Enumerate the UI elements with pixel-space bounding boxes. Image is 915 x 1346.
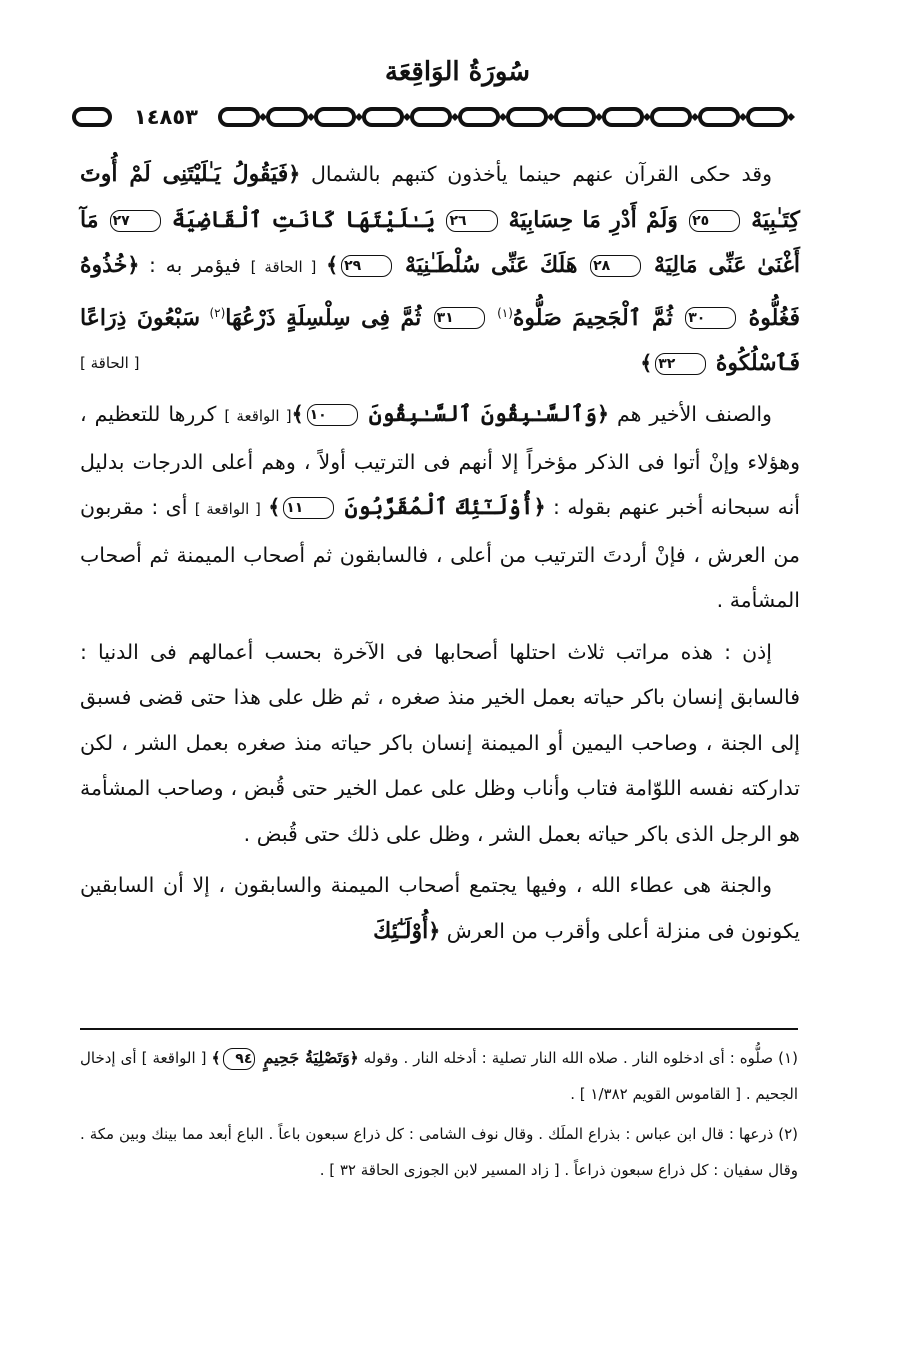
quran-close-bracket: ﴾ bbox=[291, 402, 304, 427]
quran-open-bracket: ﴿ bbox=[428, 918, 441, 943]
quran-verse: أُوْلَـٰٓئِكَ bbox=[373, 917, 429, 944]
text-span: والجنة هى عطاء الله ، وفيها يجتمع أصحاب الميمنة والسابقون ، إلا أن السابقين يكونون فى منزلة أعلى وأقرب من العرش bbox=[80, 873, 800, 943]
chain-diamond bbox=[307, 113, 315, 121]
chain-link bbox=[364, 109, 402, 125]
surah-title: سُورَةُ الوَاقِعَة bbox=[384, 57, 531, 87]
footnotes bbox=[80, 1040, 798, 1192]
quran-open-bracket: ﴿ bbox=[127, 253, 140, 277]
chain-diamond bbox=[499, 113, 507, 121]
quran-open-bracket: ﴿ bbox=[288, 162, 301, 186]
paragraph-1 bbox=[80, 152, 800, 386]
quran-verse: وَتَصْلِيَةُ جَحِيمٍ bbox=[263, 1048, 350, 1067]
chain-diamond bbox=[595, 113, 603, 121]
footnote-marker: (٢) bbox=[209, 305, 226, 320]
ayah-number: ٢٧ bbox=[110, 210, 161, 232]
surah-reference: [ الحاقة ] bbox=[250, 258, 317, 276]
ayah-number: ٢٥ bbox=[689, 210, 740, 232]
ayah-number: ٢٩ bbox=[341, 255, 392, 277]
footnote-text: [ الواقعة ] أى إدخال الجحيم . [ القاموس القويم ١/٣٨٢ ] . bbox=[80, 1049, 798, 1103]
page-number: ١٤٨٥٣ bbox=[130, 102, 202, 132]
paragraph-2 bbox=[80, 392, 800, 624]
ayah-number: ٢٦ bbox=[446, 210, 497, 232]
chain-diamond bbox=[259, 113, 267, 121]
ayah-number: ٣٢ bbox=[655, 353, 706, 375]
footnote-2: (٢) ذرعها : قال ابن عباس : بذراع الملَك . وقال نوف الشامى : كل ذراع سبعون باعاً . الباع أبعد مما بينك وبين مكة . وقال سفيان : كل ذراع سبعون ذراعاً . [ زاد المسير لابن الجوزى الحاقة ٣٢ ] . bbox=[80, 1125, 798, 1179]
chain-diamond bbox=[403, 113, 411, 121]
ayah-number: ٣١ bbox=[434, 307, 485, 329]
quran-close-bracket: ﴾ bbox=[211, 1049, 221, 1067]
chain-diamond bbox=[691, 113, 699, 121]
ayah-number: ٢٨ bbox=[590, 255, 641, 277]
quran-verse: خُذُوهُ فَغُلُّوهُ bbox=[80, 252, 800, 331]
quran-verse: ثُمَّ فِى سِلْسِلَةٍ ذَرْعُهَا bbox=[225, 304, 422, 331]
chain-diamond bbox=[739, 113, 747, 121]
surah-reference: [ الواقعة ] bbox=[224, 407, 292, 426]
chain-link bbox=[508, 109, 546, 125]
ayah-number: ١١ bbox=[283, 497, 334, 519]
footnote-1 bbox=[80, 1040, 798, 1112]
footnote-divider bbox=[80, 1028, 798, 1030]
chain-link bbox=[412, 109, 450, 125]
chain-link bbox=[268, 109, 306, 125]
chain-diamond bbox=[547, 113, 555, 121]
quran-verse: ثُمَّ ٱلْجَحِيمَ صَلُّوهُ bbox=[512, 304, 673, 331]
quran-verse: هَلَكَ عَنِّى سُلْطَـٰنِيَهْ bbox=[404, 252, 578, 278]
text-span: أى : مقربون من العرش ، فإنْ أردتَ الترتيب من أعلى ، فالسابقون ثم أصحاب الميمنة ثم أصحاب المشأمة . bbox=[80, 495, 800, 613]
ayah-number: ٣٠ bbox=[685, 307, 736, 329]
surah-reference: [ الحاقة ] bbox=[80, 353, 140, 372]
chain-diamond bbox=[643, 113, 651, 121]
quran-open-bracket: ﴿ bbox=[533, 495, 546, 520]
quran-verse: يَـٰلَيْتَهَا كَانَتِ ٱلْقَاضِيَةَ bbox=[171, 206, 436, 233]
quran-verse: مَآ أَغْنَىٰ عَنِّى مَالِيَهْ bbox=[80, 206, 800, 278]
footnote-text: (١) صلُّوه : أى ادخلوه النار . صلاه الله النار تصلية : أدخله النار . وقوله bbox=[363, 1049, 798, 1067]
ayah-number: ٩٤ bbox=[223, 1048, 255, 1070]
quran-open-bracket: ﴿ bbox=[349, 1049, 359, 1067]
chain-diamond bbox=[355, 113, 363, 121]
quran-verse: وَلَمْ أَدْرِ مَا حِسَابِيَهْ bbox=[508, 206, 678, 233]
chain-link bbox=[748, 109, 786, 125]
quran-close-bracket: ﴾ bbox=[326, 253, 339, 277]
quran-close-bracket: ﴾ bbox=[268, 495, 281, 520]
chain-link bbox=[220, 109, 258, 125]
main-text bbox=[80, 152, 800, 960]
quran-verse: فَيَقُولُ يَـٰلَيْتَنِى لَمْ أُوتَ كِتَـٰبِيَهْ bbox=[80, 161, 800, 233]
header-ornament-band bbox=[70, 100, 830, 134]
quran-verse: أُوْلَـٰٓئِكَ ٱلْمُقَرَّبُونَ bbox=[344, 494, 534, 521]
chain-link bbox=[652, 109, 690, 125]
footnote-marker: (١) bbox=[497, 305, 513, 320]
text-span: كررها للتعظيم ، وهؤلاء وإنْ أتوا فى الذكر مؤخراً إلا أنهم فى الترتيب أولاً ، وهم أعلى الدرجات بدليل أنه سبحانه أخبر عنهم بقوله : bbox=[80, 402, 800, 520]
chain-link bbox=[604, 109, 642, 125]
surah-reference: [ الواقعة ] bbox=[194, 500, 261, 519]
chain-link bbox=[74, 109, 110, 125]
text-span: وقد حكى القرآن عنهم حينما يأخذون كتبهم بالشمال bbox=[311, 162, 772, 186]
text-span: والصنف الأخير هم bbox=[616, 402, 772, 427]
quran-close-bracket: ﴾ bbox=[640, 350, 653, 375]
chain-diamond bbox=[787, 113, 795, 121]
chain-link bbox=[556, 109, 594, 125]
paragraph-3: إذن : هذه مراتب ثلاث احتلها أصحابها فى الآخرة بحسب أعمالهم فى الدنيا : فالسابق إنسان باكر حياته بعمل الخير منذ صغره ، ثم ظل على هذا حتى قضى فسبق إلى الجنة ، وصاحب اليمين أو الميمنة إنسان باكر حياته منذ صغره بعمل الشر ، لكن تداركته نفسه اللوّامة فتاب وأناب وظل على عمل الخير حتى قُبض ، وصاحب المشأمة هو الرجل الذى باكر حياته بعمل الشر ، وظل على ذلك حتى قُبض . bbox=[80, 639, 800, 846]
chain-link bbox=[460, 109, 498, 125]
chain-diamond bbox=[451, 113, 459, 121]
chain-link bbox=[316, 109, 354, 125]
quran-verse: سَبْعُونَ ذِرَاعًا فَٱسْلُكُوهُ bbox=[80, 304, 800, 376]
quran-verse: وَٱلسَّـٰبِقُونَ ٱلسَّـٰبِقُونَ bbox=[368, 401, 597, 428]
chain-link bbox=[700, 109, 738, 125]
quran-open-bracket: ﴿ bbox=[596, 402, 609, 427]
ayah-number: ١٠ bbox=[307, 404, 358, 426]
text-span: فيؤمر به : bbox=[149, 253, 241, 277]
paragraph-4 bbox=[80, 863, 800, 954]
